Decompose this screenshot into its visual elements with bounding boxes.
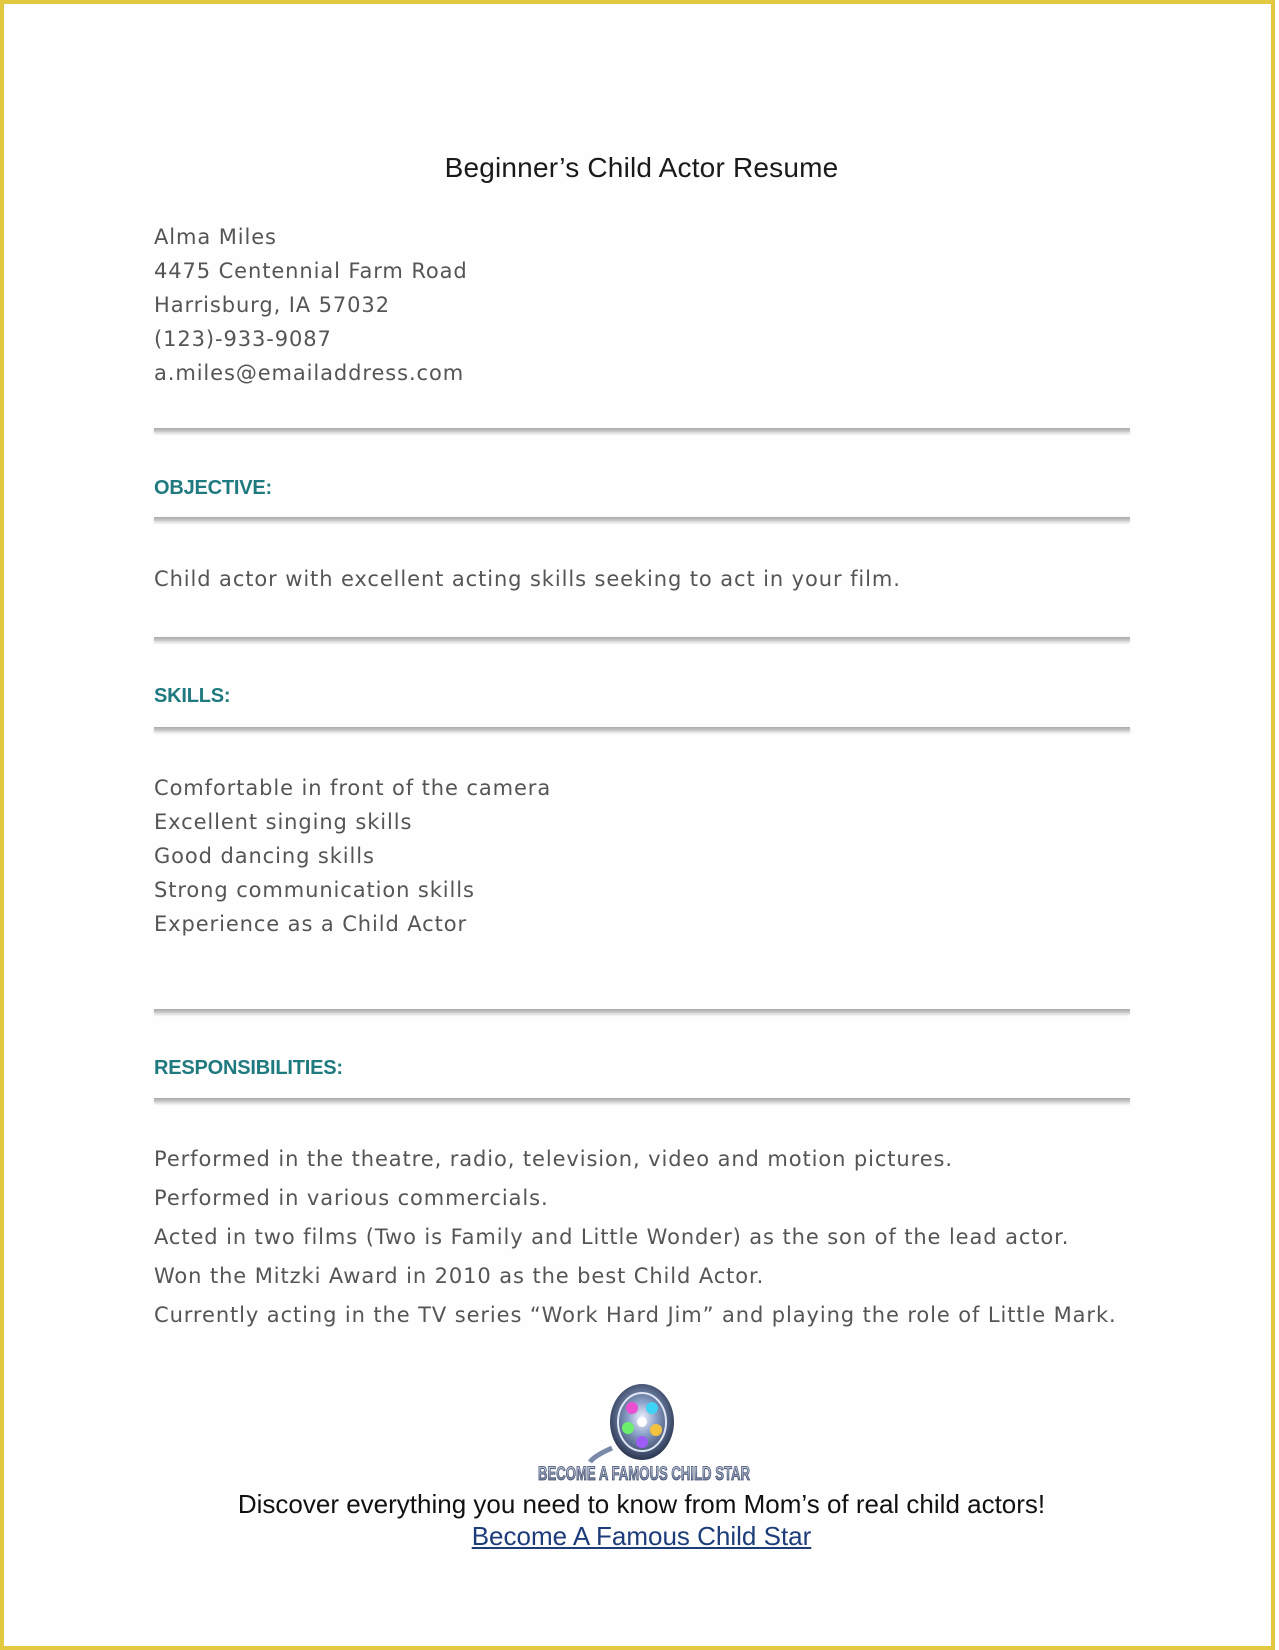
footer-link-row: [4, 1521, 1279, 1552]
skills-heading: SKILLS:: [154, 685, 231, 707]
divider: [154, 637, 1130, 641]
list-item: Good dancing skills: [154, 844, 375, 868]
divider: [154, 1098, 1130, 1102]
contact-address: 4475 Centennial Farm Road: [154, 259, 468, 283]
objective-text: Child actor with excellent acting skills seeking to act in your film.: [154, 567, 901, 591]
contact-name: Alma Miles: [154, 225, 277, 249]
responsibilities-heading: RESPONSIBILITIES:: [154, 1057, 343, 1079]
contact-phone: (123)-933-9087: [154, 327, 332, 351]
divider: [154, 727, 1130, 731]
film-reel-icon: [524, 1378, 764, 1486]
page-title: Beginner’s Child Actor Resume: [444, 152, 839, 183]
objective-heading: OBJECTIVE:: [154, 477, 273, 499]
famous-child-star-link[interactable]: Become A Famous Child Star: [471, 1521, 812, 1551]
skills-list: [154, 771, 551, 941]
divider: [154, 1009, 1130, 1013]
list-item: Experience as a Child Actor: [154, 912, 468, 936]
list-item: Comfortable in front of the camera: [154, 776, 552, 800]
footer-tagline: Discover everything you need to know from Mom’s of real child actors!: [237, 1489, 1046, 1519]
divider: [154, 517, 1130, 521]
objective-section: [154, 562, 901, 596]
list-item: Acted in two films (Two is Family and Little Wonder) as the son of the lead actor.: [154, 1225, 1070, 1249]
list-item: Currently acting in the TV series “Work Hard Jim” and playing the role of Little Mark.: [154, 1303, 1117, 1327]
list-item: Won the Mitzki Award in 2010 as the best Child Actor.: [154, 1264, 765, 1288]
list-item: Strong communication skills: [154, 878, 475, 902]
logo-text: BECOME A FAMOUS CHILD STAR: [538, 1464, 751, 1485]
contact-city: Harrisburg, IA 57032: [154, 293, 390, 317]
contact-email: a.miles@emailaddress.com: [154, 361, 465, 385]
divider: [154, 428, 1130, 432]
contact-block: [154, 220, 468, 390]
list-item: Performed in the theatre, radio, television, video and motion pictures.: [154, 1147, 953, 1171]
responsibilities-list: [154, 1140, 1117, 1335]
list-item: Performed in various commercials.: [154, 1186, 549, 1210]
list-item: Excellent singing skills: [154, 810, 413, 834]
child-star-logo: [524, 1378, 764, 1486]
